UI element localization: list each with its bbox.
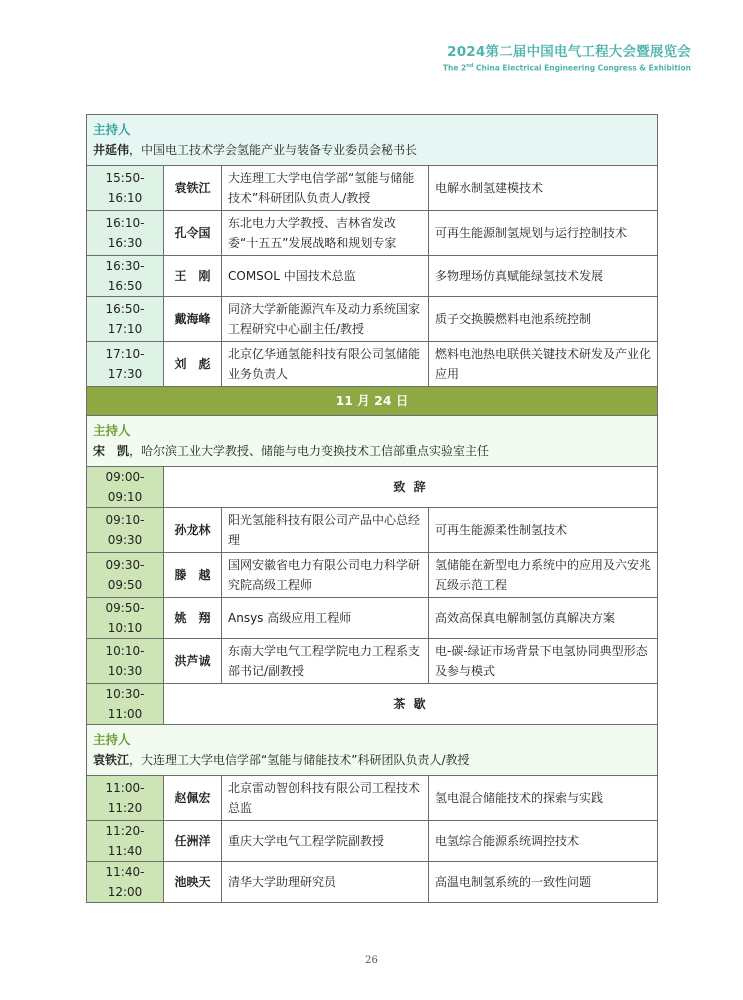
host-cell <box>87 725 658 776</box>
host-label: 主持人 <box>93 122 131 137</box>
speaker-name: 任洲洋 <box>164 821 222 862</box>
session3-host-row <box>87 725 658 776</box>
speaker-affiliation: 东北电力大学教授、吉林省发改委“十五五”发展战略和规划专家 <box>222 211 429 256</box>
time-cell: 10:10-10:30 <box>87 639 164 684</box>
tea-break: 茶 歇 <box>164 684 658 725</box>
speaker-affiliation: 北京亿华通氢能科技有限公司氢储能业务负责人 <box>222 342 429 387</box>
speaker-name: 池映天 <box>164 862 222 903</box>
talk-topic: 氢电混合储能技术的探索与实践 <box>429 776 658 821</box>
speaker-affiliation: 同济大学新能源汽车及动力系统国家工程研究中心副主任/教授 <box>222 297 429 342</box>
time-cell: 16:10-16:30 <box>87 211 164 256</box>
host-cell <box>87 416 658 467</box>
table-row <box>87 553 658 598</box>
talk-topic: 电-碳-绿证市场背景下电氢协同典型形态及参与模式 <box>429 639 658 684</box>
table-row-opening <box>87 467 658 508</box>
speaker-name: 孔令国 <box>164 211 222 256</box>
time-cell: 17:10-17:30 <box>87 342 164 387</box>
talk-topic: 质子交换膜燃料电池系统控制 <box>429 297 658 342</box>
table-row <box>87 166 658 211</box>
conference-title-cn: 2024第二届中国电气工程大会暨展览会 <box>447 44 691 60</box>
speaker-name: 姚 翔 <box>164 598 222 639</box>
table-row <box>87 211 658 256</box>
talk-topic: 电解水制氢建模技术 <box>429 166 658 211</box>
time-cell: 11:20-11:40 <box>87 821 164 862</box>
talk-topic: 可再生能源柔性制氢技术 <box>429 508 658 553</box>
title-en-post: China Electrical Engineering Congress & Exhibition <box>473 63 691 73</box>
title-en-pre: The 2 <box>442 63 467 73</box>
talk-topic: 多物理场仿真赋能绿氢技术发展 <box>429 256 658 297</box>
speaker-affiliation: 国网安徽省电力有限公司电力科学研究院高级工程师 <box>222 553 429 598</box>
table-row <box>87 776 658 821</box>
table-row-break <box>87 684 658 725</box>
host-cell <box>87 115 658 166</box>
time-cell: 11:40-12:00 <box>87 862 164 903</box>
table-row <box>87 342 658 387</box>
talk-topic: 高温电制氢系统的一致性问题 <box>429 862 658 903</box>
table-row <box>87 598 658 639</box>
speaker-name: 王 刚 <box>164 256 222 297</box>
host-label: 主持人 <box>93 423 131 438</box>
speaker-name: 赵佩宏 <box>164 776 222 821</box>
time-cell: 15:50-16:10 <box>87 166 164 211</box>
session2-host-row <box>87 416 658 467</box>
speaker-affiliation: 阳光氢能科技有限公司产品中心总经理 <box>222 508 429 553</box>
host-title: ，大连理工大学电信学部“氢能与储能技术”科研团队负责人/教授 <box>129 753 470 767</box>
speaker-affiliation: Ansys 高级应用工程师 <box>222 598 429 639</box>
time-cell: 09:10-09:30 <box>87 508 164 553</box>
title-en-sup: nd <box>466 63 474 69</box>
time-cell: 10:30-11:00 <box>87 684 164 725</box>
opening-remarks: 致 辞 <box>164 467 658 508</box>
table-row <box>87 256 658 297</box>
speaker-affiliation: COMSOL 中国技术总监 <box>222 256 429 297</box>
conference-title-en <box>443 61 691 74</box>
time-cell: 16:50-17:10 <box>87 297 164 342</box>
host-name: 袁铁江 <box>93 753 130 767</box>
talk-topic: 电氢综合能源系统调控技术 <box>429 821 658 862</box>
time-cell: 09:00-09:10 <box>87 467 164 508</box>
speaker-name: 袁铁江 <box>164 166 222 211</box>
time-cell: 16:30-16:50 <box>87 256 164 297</box>
time-cell: 09:30-09:50 <box>87 553 164 598</box>
page-number: 26 <box>365 955 378 966</box>
host-name: 宋 凯 <box>93 444 130 458</box>
speaker-affiliation: 北京雷动智创科技有限公司工程技术总监 <box>222 776 429 821</box>
speaker-name: 孙龙林 <box>164 508 222 553</box>
speaker-affiliation: 清华大学助理研究员 <box>222 862 429 903</box>
talk-topic: 高效高保真电解制氢仿真解决方案 <box>429 598 658 639</box>
host-title: ，中国电工技术学会氢能产业与装备专业委员会秘书长 <box>129 143 418 157</box>
date-banner-row <box>87 387 658 416</box>
speaker-name: 洪芦诚 <box>164 639 222 684</box>
table-row <box>87 297 658 342</box>
speaker-affiliation: 东南大学电气工程学院电力工程系支部书记/副教授 <box>222 639 429 684</box>
speaker-name: 戴海峰 <box>164 297 222 342</box>
table-row <box>87 639 658 684</box>
table-row <box>87 821 658 862</box>
host-title: ，哈尔滨工业大学教授、储能与电力变换技术工信部重点实验室主任 <box>129 444 490 458</box>
agenda-table <box>86 114 658 903</box>
speaker-name: 滕 越 <box>164 553 222 598</box>
talk-topic: 燃料电池热电联供关键技术研发及产业化应用 <box>429 342 658 387</box>
talk-topic: 可再生能源制氢规划与运行控制技术 <box>429 211 658 256</box>
talk-topic: 氢储能在新型电力系统中的应用及六安兆瓦级示范工程 <box>429 553 658 598</box>
speaker-affiliation: 重庆大学电气工程学院副教授 <box>222 821 429 862</box>
time-cell: 09:50-10:10 <box>87 598 164 639</box>
conference-header <box>443 44 691 74</box>
speaker-name: 刘 彪 <box>164 342 222 387</box>
table-row <box>87 508 658 553</box>
session1-host-row <box>87 115 658 166</box>
date-banner: 11 月 24 日 <box>87 387 658 416</box>
table-row <box>87 862 658 903</box>
speaker-affiliation: 大连理工大学电信学部“氢能与储能技术”科研团队负责人/教授 <box>222 166 429 211</box>
host-name: 井延伟 <box>93 143 130 157</box>
host-label: 主持人 <box>93 732 131 747</box>
time-cell: 11:00-11:20 <box>87 776 164 821</box>
